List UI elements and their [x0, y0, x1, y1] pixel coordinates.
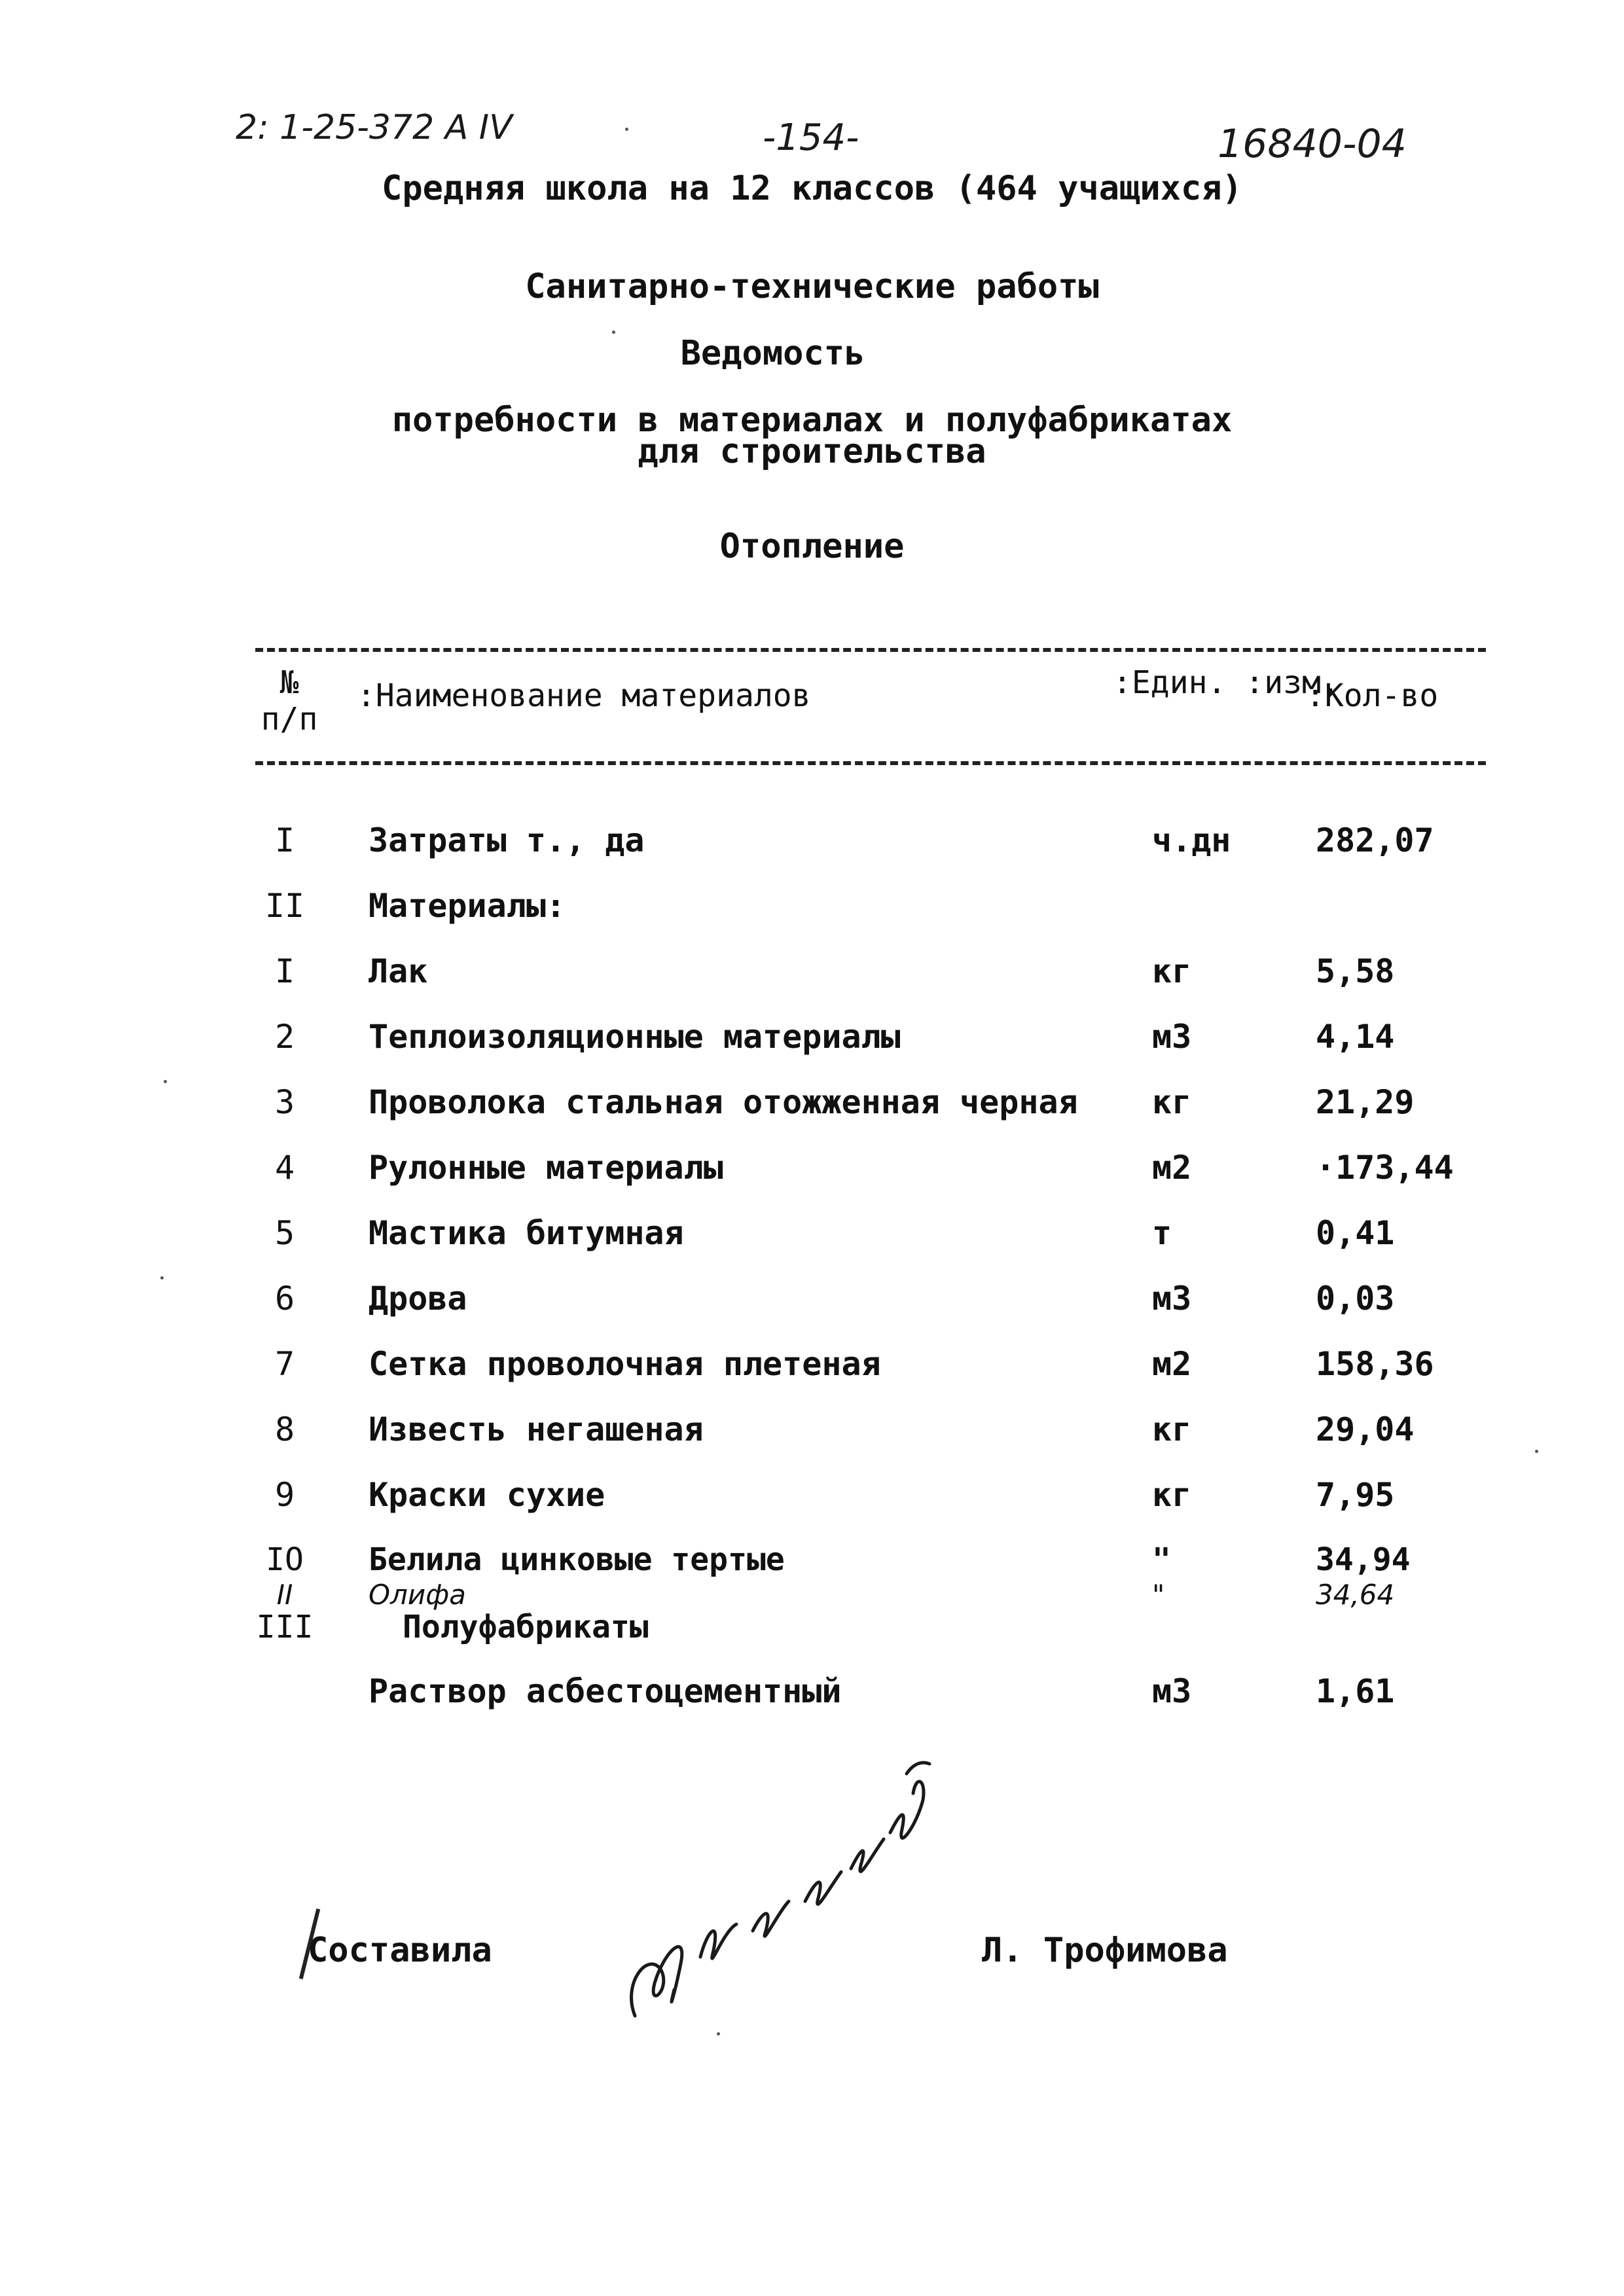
scan-speck [612, 331, 615, 334]
table-row [0, 1149, 1624, 1208]
row-quantity: 5,58 [1316, 952, 1395, 990]
table-row [0, 821, 1624, 880]
row-number: IO [266, 1541, 304, 1578]
column-header-name: :Наименование материалов [357, 677, 811, 714]
row-number: I [274, 821, 295, 859]
row-name: Дрова [369, 1280, 467, 1318]
row-name: Сетка проволочная плетеная [369, 1345, 881, 1383]
row-unit: " [1152, 1579, 1165, 1611]
document-cipher: 2: 1-25-372 A IV [236, 108, 513, 147]
row-quantity: 7,95 [1316, 1476, 1395, 1514]
table-row [0, 887, 1624, 946]
row-unit: " [1152, 1541, 1171, 1578]
row-number: 6 [274, 1280, 295, 1318]
row-quantity: ·173,44 [1316, 1149, 1454, 1187]
row-unit: кг [1152, 1083, 1192, 1121]
row-name: Проволока стальная отожженная черная [369, 1083, 1078, 1121]
row-unit: м2 [1152, 1345, 1192, 1383]
table-row [0, 1083, 1624, 1142]
row-name: Затраты т., да [369, 821, 645, 859]
row-unit: кг [1152, 1476, 1192, 1514]
row-quantity: 158,36 [1316, 1345, 1434, 1383]
row-quantity: 0,41 [1316, 1214, 1395, 1252]
row-name: Олифа [369, 1579, 466, 1611]
row-number: 9 [274, 1476, 295, 1514]
table-row [0, 1609, 1624, 1668]
scan-speck [160, 1276, 164, 1280]
table-row [0, 1214, 1624, 1273]
row-name: Материалы: [369, 887, 566, 925]
column-header-quantity: :Кол-во [1306, 677, 1439, 714]
row-number: 4 [274, 1149, 295, 1187]
table-row [0, 1280, 1624, 1338]
row-unit: кг [1152, 952, 1192, 990]
statement-subtitle-2: для строительства [638, 432, 986, 471]
row-name: Белила цинковые тертые [369, 1541, 785, 1578]
table-row [0, 1018, 1624, 1077]
row-number: 2 [274, 1018, 295, 1056]
row-name: Раствор асбестоцементный [369, 1672, 842, 1710]
row-quantity: 282,07 [1316, 821, 1434, 859]
row-number: 3 [274, 1083, 295, 1121]
table-row [0, 1476, 1624, 1535]
scan-speck [164, 1080, 167, 1083]
row-name: Известь негашеная [369, 1410, 704, 1448]
row-unit: м3 [1152, 1672, 1192, 1710]
row-unit: м2 [1152, 1149, 1192, 1187]
statement-title: Ведомость [680, 334, 865, 373]
scan-speck [625, 128, 628, 131]
row-quantity: 1,61 [1316, 1672, 1395, 1710]
row-number: II [276, 1579, 293, 1611]
works-title: Санитарно-технические работы [525, 267, 1099, 306]
row-quantity: 29,04 [1316, 1410, 1415, 1448]
row-number: 5 [274, 1214, 295, 1252]
handwritten-signature [609, 1734, 1001, 2036]
table-row [0, 1345, 1624, 1404]
table-top-rule [255, 648, 1486, 652]
row-quantity: 21,29 [1316, 1083, 1415, 1121]
row-unit: кг [1152, 1410, 1192, 1448]
statement-subtitle-1: потребности в материалах и полуфабрикатах [391, 401, 1233, 440]
row-unit: м3 [1152, 1018, 1192, 1056]
table-row [0, 952, 1624, 1011]
row-number: 8 [274, 1410, 295, 1448]
row-quantity: 34,64 [1316, 1579, 1395, 1611]
column-header-unit: :Един. :изм. [1113, 664, 1340, 701]
row-number: II [264, 887, 305, 925]
row-name: Мастика битумная [369, 1214, 684, 1252]
row-number: III [256, 1609, 314, 1645]
school-title: Средняя школа на 12 классов (464 учащихся) [382, 169, 1242, 208]
row-name: Теплоизоляционные материалы [369, 1018, 901, 1056]
scan-speck [1535, 1450, 1538, 1453]
composed-by-label: Составила [308, 1931, 492, 1970]
author-name: Л. Трофимова [982, 1931, 1228, 1970]
table-row [0, 1410, 1624, 1469]
table-header-rule [255, 761, 1486, 765]
section-title: Отопление [719, 527, 905, 566]
column-header-number: № п/п [261, 664, 318, 738]
row-number: I [274, 952, 295, 990]
document-number: 16840-04 [1218, 121, 1407, 167]
row-name: Лак [369, 952, 428, 990]
scan-speck [717, 2032, 720, 2036]
row-unit: т [1152, 1214, 1172, 1252]
row-unit: ч.дн [1152, 821, 1231, 859]
table-row [0, 1672, 1624, 1731]
row-quantity: 0,03 [1316, 1280, 1395, 1318]
row-number: 7 [274, 1345, 295, 1383]
row-name: Краски сухие [369, 1476, 605, 1514]
row-quantity: 34,94 [1316, 1541, 1411, 1578]
row-name: Рулонные материалы [369, 1149, 723, 1187]
row-quantity: 4,14 [1316, 1018, 1395, 1056]
page-number: -154- [763, 117, 859, 159]
row-unit: м3 [1152, 1280, 1192, 1318]
row-name: Полуфабрикаты [403, 1609, 649, 1645]
